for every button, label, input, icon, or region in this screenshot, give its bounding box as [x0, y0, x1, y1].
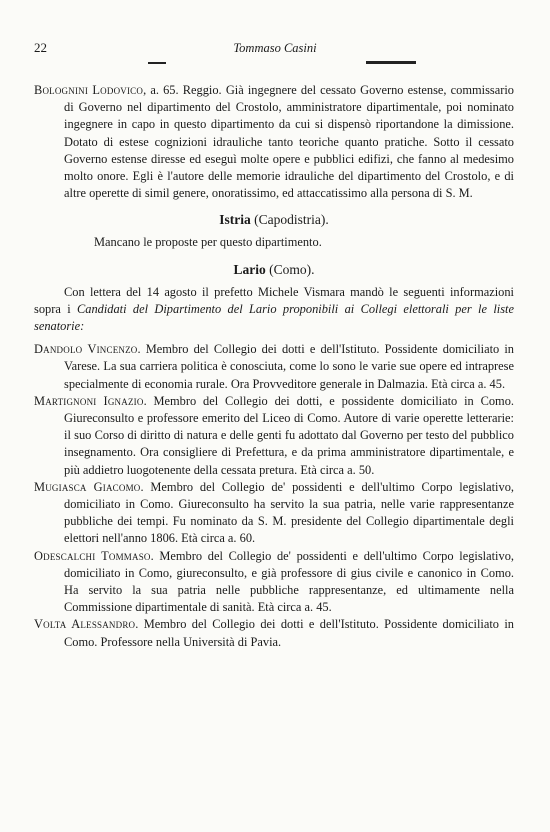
lario-intro [34, 284, 514, 336]
section-heading-lario [34, 260, 514, 280]
istria-note: Mancano le proposte per questo dipartimento. [94, 235, 322, 250]
entry-mugiasca [34, 479, 514, 548]
entry-name: Mugiasca Giacomo [34, 479, 141, 494]
entry-text: . Membro del Collegio dei dotti e dell'Istituto. Possidente domiciliato in Varese. La sua carriera politica è conosciuta, come lo sono le varie sue opere ed intraprese specialmente di economia rurale. Ora Provveditore generale in Dalmazia. Età circa a. 45. [64, 342, 514, 391]
entry-name: Volta Alessandro [34, 617, 136, 632]
entry-name: Martignoni Ignazio [34, 393, 144, 408]
page-body [34, 82, 514, 651]
entry-bolognini [34, 82, 514, 202]
header-print-marks [0, 60, 550, 68]
entry-volta [34, 616, 514, 650]
section-title: Lario [233, 261, 266, 277]
entry-text: . Membro del Collegio dei dotti e dell'Istituto. Possidente domiciliato in Como. Professore nella Università di Pavia. [64, 617, 515, 649]
entry-martignoni [34, 393, 514, 479]
entry-name: Dandolo Vincenzo [34, 342, 138, 357]
intro-italic-text: Candidati del Dipartimento del Lario proponibili ai Collegi elettorali per le liste senatorie: [34, 301, 514, 334]
entry-text: . Membro del Collegio de' possidenti e dell'ultimo Corpo legislativo, domiciliato in Como. Giureconsulto ha servito la sua patria, nelle varie rappresentanze pubbliche dei tempi. Fu nominato da S. M. presidente del Collegio dipartimentale degli elettori nell'anno 1806. Età circa a. 60. [64, 479, 514, 546]
print-mark [148, 62, 166, 64]
entry-name: Bolognini Lodovico [34, 83, 144, 97]
section-heading-istria [34, 210, 514, 230]
section-subtitle: (Como). [269, 261, 315, 277]
page-number: 22 [34, 40, 47, 55]
running-title: Tommaso Casini [233, 41, 317, 55]
print-mark [366, 61, 416, 64]
section-subtitle: (Capodistria). [254, 212, 329, 228]
page-header [0, 40, 550, 58]
entry-dandolo [34, 341, 514, 393]
entry-name: Odescalchi Tommaso [34, 548, 151, 563]
section-title: Istria [219, 212, 251, 228]
entry-text: . Membro del Collegio dei dotti, e possidente domiciliato in Como. Giureconsulto e professore emerito del Liceo di Como. Autore di varie operette letterarie: il suo Corso di diritto di natura e delle genti fu adottato dal Governo per testo del pubblico insegnamento. Ora consigliere di Prefettura, e da prima amministratore dipartimentale, e più addietro luogotenente della cessata pretura. Età circa a. 50. [64, 393, 514, 477]
entry-text: . Membro del Collegio de' possidenti e dell'ultimo Corpo legislativo, domiciliato in Como, giureconsulto, e già professore di gius civile e canonico in Como. Ha servito la sua patria nelle pubbliche rappresentanze, ed ultimamente nella Commissione dipartimentale di sanità. Età circa a. 45. [64, 548, 514, 615]
entry-odescalchi [34, 548, 514, 617]
intro-text: Con lettera del 14 agosto il prefetto Michele Vismara mandò le seguenti informazioni sopra i [34, 284, 514, 316]
entry-text: , a. 65. Reggio. Già ingegnere del cessato Governo estense, commissario di Governo nel dipartimento del Crostolo, amministratore dipartimentale, poi nominato ingegnere in capo in questo dipartimento da cui si dispensò riportandone la dimissione. Dotato di estese cognizioni idrauliche tanto teoriche quanto pratiche. Sotto il cessato Governo estense diresse ed eseguì molte opere e pubblici edifizi, che fanno al medesimo molto onore. Egli è l'autore delle memorie idrauliche del dipartimento del Crostolo, e di altre operette di simil genere, onoratissimo, ed attaccatissimo alla persona di S. M. [64, 83, 514, 201]
